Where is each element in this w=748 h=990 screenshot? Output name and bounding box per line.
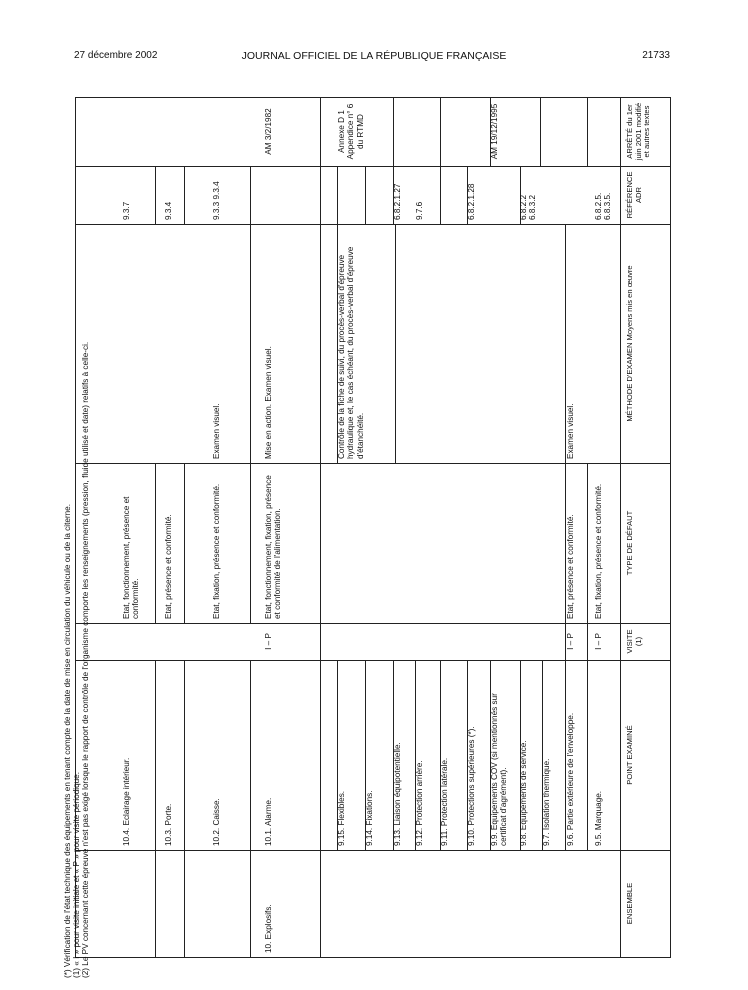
cell-ensemble: 10. Explosifs. xyxy=(264,904,273,953)
footnote-2: (1) « I » pour visite initiale et « P » pour visite périodique. xyxy=(72,771,81,978)
cell-reference-adr: 6.8.2.2 6.8.3.2 xyxy=(519,194,538,220)
cell-reference-adr: 9.3.4 xyxy=(164,201,173,220)
cell-reference-adr: 9.3.7 xyxy=(122,201,131,220)
row-rule-methode xyxy=(395,224,396,463)
cell-point-examine: 9.8. Equipements de service. xyxy=(519,740,528,846)
row-rule-defaut xyxy=(250,463,251,623)
cell-point-examine: 9.7. Isolation thermique. xyxy=(542,758,551,846)
col-methode: MÉTHODE D'EXAMEN Moyens mis en œuvre xyxy=(625,265,634,422)
cell-visite: I – P xyxy=(566,633,575,650)
col-reference-adr: RÉFÉRENCE ADR xyxy=(625,171,643,219)
col-visite: VISITE (1) xyxy=(625,629,643,654)
row-rule-point xyxy=(184,660,185,957)
cell-reference-adr: 6.8.2.1.27 xyxy=(393,183,402,220)
cell-point-examine: 10.2. Caisse. xyxy=(212,798,221,846)
cell-methode: Mise en action. Examen visuel. xyxy=(264,346,273,459)
cell-reference-adr: 6.8.2.5. 6.8.3.5. xyxy=(594,192,613,220)
column-rule xyxy=(75,850,670,851)
row-rule-ref xyxy=(184,166,185,224)
cell-point-examine: 9.11. Protection latérale. xyxy=(440,757,449,846)
cell-methode: Examen visuel. xyxy=(212,403,221,459)
cell-point-examine: 9.12. Protection arrière. xyxy=(415,760,424,846)
cell-reference-adr: 6.8.2.1.28 xyxy=(467,183,476,220)
cell-arrete: AM 19/12/1995 xyxy=(490,103,499,160)
cell-point-examine: 9.6. Partie extérieure de l'enveloppe. xyxy=(566,712,575,846)
row-rule-point xyxy=(587,660,588,850)
col-arrete: ARRÊTÉ du 1er juin 2001 modifié et autres textes xyxy=(625,102,652,161)
cell-reference-adr: 9.7.6 xyxy=(415,201,424,220)
row-rule-group xyxy=(320,97,321,957)
cell-visite: I – P xyxy=(264,633,273,650)
column-rule xyxy=(75,660,670,661)
cell-point-examine: 9.9. Equipements COV (si mentionnés sur certificat d'agrément). xyxy=(490,693,509,846)
cell-type-defaut: Etat, fixation, présence et conformité. xyxy=(594,483,603,619)
row-rule-point xyxy=(250,660,251,957)
row-rule-arrete xyxy=(440,97,441,166)
cell-point-examine: 10.1. Alarme. xyxy=(264,797,273,846)
column-rule xyxy=(75,463,670,464)
footnote-1: (*) Vérification de l'état technique des équipements en tenant compte de la date de mise en circulation du véhicule ou de la citerne. xyxy=(63,504,72,978)
column-rule xyxy=(75,224,670,225)
column-rule xyxy=(75,623,670,624)
column-rule xyxy=(75,166,670,167)
header-date: 27 décembre 2002 xyxy=(74,50,158,61)
row-rule-ref xyxy=(155,166,156,224)
row-rule-arrete xyxy=(587,97,588,166)
cell-type-defaut: Etat, fonctionnement, présence et conformité. xyxy=(122,496,141,619)
cell-type-defaut: Etat, présence et conformité. xyxy=(566,514,575,619)
cell-point-examine: 9.13. Liaison équipotentielle. xyxy=(393,742,402,846)
footnote-3: (2) Le PV concernant cette épreuve n'est pas exigé lorsque le rapport de contrôle de l'organisme comporte les renseignements (pression, fluide utilisé et date) relatifs à celle-ci. xyxy=(81,341,90,978)
table-border-bottom xyxy=(75,957,670,958)
table-border-right xyxy=(670,97,671,958)
cell-reference-adr: 9.3.3 9.3.4 xyxy=(212,181,221,220)
cell-point-examine: 10.4. Eclairage intérieur. xyxy=(122,757,131,846)
col-type-defaut: TYPE DE DÉFAUT xyxy=(625,510,634,576)
cell-point-examine: 10.3. Porte. xyxy=(164,803,173,846)
row-rule-ref xyxy=(250,166,251,224)
row-rule-defaut xyxy=(587,463,588,660)
row-rule-point xyxy=(155,660,156,957)
row-rule-ref xyxy=(440,166,441,224)
cell-visite: I – P xyxy=(594,633,603,650)
cell-arrete: AM 3/2/1982 xyxy=(264,108,273,155)
row-rule-ref xyxy=(337,166,338,224)
row-rule-methode xyxy=(250,224,251,463)
row-rule-defaut xyxy=(155,463,156,623)
cell-point-examine: 9.14. Fixations. xyxy=(365,790,374,846)
cell-arrete: Annexe D 1 Appendice n° 6 du RTMD xyxy=(337,103,365,160)
row-rule-arrete xyxy=(540,97,541,166)
cell-methode: Contrôle de la fiche de suivi, du procès-verbal d'épreuve hydraulique et, le cas échéant, du procès-verbal d'épreuve d'étanchéité. xyxy=(337,246,365,459)
row-rule-ref xyxy=(365,166,366,224)
cell-type-defaut: Etat, fixation, présence et conformité. xyxy=(212,483,221,619)
table-border-top xyxy=(75,97,670,98)
cell-point-examine: 9.10. Protections supérieures (*). xyxy=(467,726,476,846)
col-point-examine: POINT EXAMINÉ xyxy=(625,725,634,785)
cell-point-examine: 9.15. Flexibles. xyxy=(337,790,346,846)
cell-point-examine: 9.5. Marquage. xyxy=(594,790,603,846)
cell-type-defaut: Etat, fonctionnement, fixation, présence et conformité de l'alimentation. xyxy=(264,475,283,619)
header-separator xyxy=(620,97,621,957)
col-ensemble: ENSEMBLE xyxy=(625,882,634,925)
header-title: JOURNAL OFFICIEL DE LA RÉPUBLIQUE FRANÇAISE xyxy=(241,50,507,62)
row-rule-arrete xyxy=(393,97,394,166)
cell-methode: Examen visuel. xyxy=(566,403,575,459)
row-rule-defaut xyxy=(184,463,185,623)
cell-type-defaut: Etat, présence et conformité. xyxy=(164,514,173,619)
header-page-number: 21733 xyxy=(642,50,670,61)
